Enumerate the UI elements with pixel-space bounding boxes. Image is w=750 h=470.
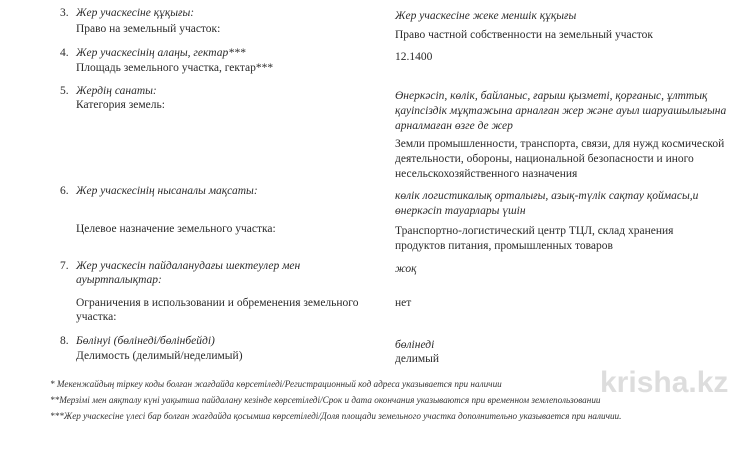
row-8-label-ru: Делимость (делимый/неделимый) <box>76 350 243 362</box>
row-6-value-ru-line-2: продуктов питания, промышленных товаров <box>395 240 613 252</box>
row-5-label-ru: Категория земель: <box>76 99 165 111</box>
row-5-label-kz: Жердің санаты: <box>76 85 157 97</box>
row-7-label-ru-line-1: Ограничения в использовании и обременения земельного <box>76 297 359 309</box>
row-6-label-ru: Целевое назначение земельного участка: <box>76 223 276 235</box>
site-watermark: krisha.kz <box>600 366 729 399</box>
row-6-value-kz-line-1: көлік логистикалық орталығы, азық-түлік сақтау қоймасы,и <box>395 190 699 202</box>
row-4-number: 4. <box>60 47 69 59</box>
row-3-label-kz: Жер учаскесіне құқығы: <box>76 7 195 19</box>
row-6-value-kz-line-2: өнеркәсіп тауарлары үшін <box>395 205 526 217</box>
row-7-label-kz-line-2: ауыртпалықтар: <box>76 274 162 286</box>
row-7-label-ru-line-2: участка: <box>76 311 117 323</box>
footnote-1: * Мекенжайдың тіркеу коды болған жағдайда көрсетіледі/Регистрационный код адреса указывается при наличии <box>50 379 502 389</box>
row-5-value-kz-line-2: қауіпсіздік мұқтажына арналған жер және ауыл шаруашылығына <box>395 105 727 117</box>
row-7-value-ru: нет <box>395 297 412 309</box>
row-4-value: 12.1400 <box>395 51 433 63</box>
row-8-label-kz: Бөлінуі (бөлінеді/бөлінбейді) <box>76 335 215 347</box>
row-8-number: 8. <box>60 335 69 347</box>
row-5-value-kz-line-1: Өнеркәсіп, көлік, байланыс, ғарыш қызметі, қорғаныс, ұлттық <box>395 90 708 102</box>
row-3-label-ru: Право на земельный участок: <box>76 23 221 35</box>
row-6-number: 6. <box>60 185 69 197</box>
row-3-number: 3. <box>60 7 69 19</box>
row-7-label-kz-line-1: Жер учаскесін пайдаланудағы шектеулер мен <box>76 260 301 272</box>
row-4-label-kz: Жер учаскесінің алаңы, гектар*** <box>76 47 246 59</box>
row-6-value-ru-line-1: Транспортно-логистический центр ТЦЛ, склад хранения <box>395 225 674 237</box>
row-8-value-ru: делимый <box>395 353 440 365</box>
row-7-value-kz: жоқ <box>395 263 417 275</box>
row-8-value-kz: бөлінеді <box>395 339 435 351</box>
row-4-label-ru: Площадь земельного участка, гектар*** <box>76 62 274 74</box>
row-5-value-kz-line-3: арналмаған өзге де жер <box>395 120 513 132</box>
row-6-label-kz: Жер учаскесінің нысаналы мақсаты: <box>76 185 258 197</box>
row-5-number: 5. <box>60 85 69 97</box>
row-5-value-ru-line-1: Земли промышленности, транспорта, связи, для нужд космической <box>395 138 725 150</box>
row-5-value-ru-line-2: деятельности, обороны, национальной безопасности и иного <box>395 153 694 165</box>
footnote-3: ***Жер учаскесіне үлесі бар болған жағдайда қосымша көрсетіледі/Доля площади земельного участка дополнительно указывается при наличии. <box>50 411 622 421</box>
footnote-2: **Мерзімі мен аяқталу күні уақытша пайдалану кезінде көрсетіледі/Срок и дата окончания указываются при временном землепользовании <box>50 395 601 405</box>
row-7-number: 7. <box>60 260 69 272</box>
row-3-value-kz: Жер учаскесіне жеке меншік құқығы <box>395 10 577 22</box>
row-3-value-ru: Право частной собственности на земельный участок <box>395 29 653 41</box>
row-5-value-ru-line-3: несельскохозяйственного назначения <box>395 168 578 180</box>
